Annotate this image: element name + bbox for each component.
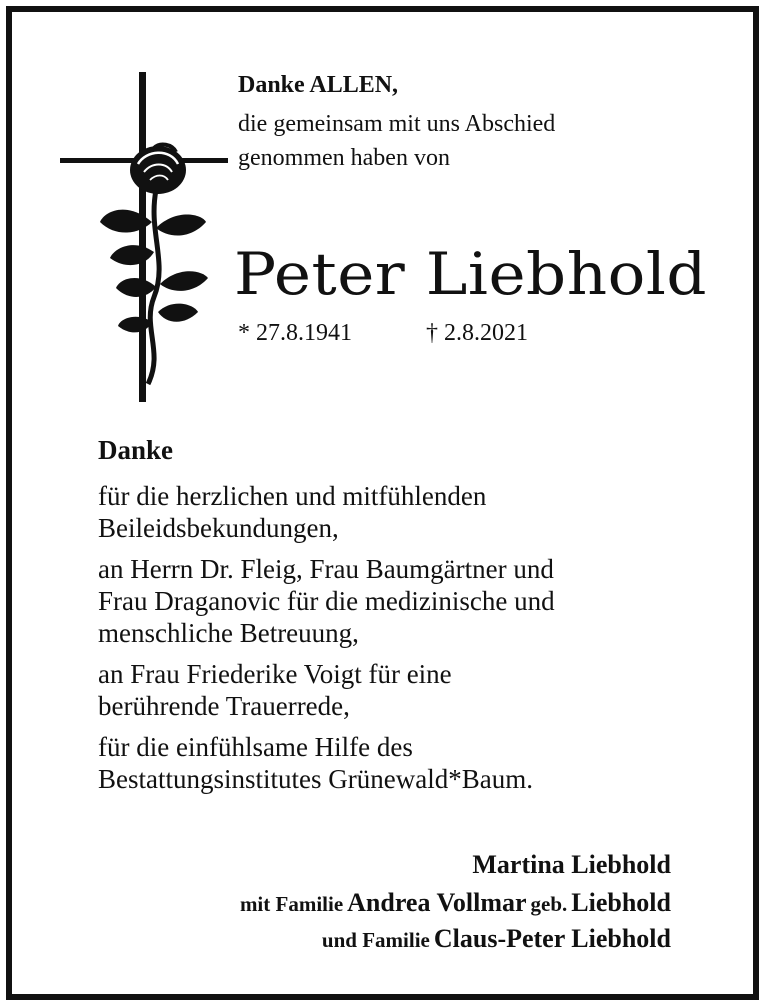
thanks-heading: Danke	[98, 435, 174, 465]
signature-maiden-marker: geb.	[530, 892, 568, 916]
signature-line-3	[322, 924, 671, 954]
signature-name: Andrea Vollmar	[347, 888, 527, 917]
header-line: die gemeinsam mit uns Abschied	[238, 111, 556, 137]
death-date: † 2.8.2021	[426, 320, 528, 346]
text-line: für die einfühlsame Hilfe des	[98, 732, 413, 762]
text-line: für die herzlichen und mitfühlenden	[98, 481, 487, 511]
deceased-name: Peter Liebhold	[234, 240, 708, 308]
text-line: Frau Draganovic für die medizinische und	[98, 586, 555, 616]
thanks-paragraph	[98, 553, 555, 649]
signature-line-2	[240, 888, 671, 918]
thanks-paragraph	[98, 658, 555, 722]
thanks-paragraph	[98, 731, 555, 795]
text-line: Bestattungsinstitutes Grünewald*Baum.	[98, 764, 533, 794]
header-line: genommen haben von	[238, 145, 450, 171]
header-intro	[238, 107, 555, 175]
signature-prefix: und Familie	[321, 928, 430, 952]
text-line: berührende Trauerrede,	[98, 691, 350, 721]
signature-name: Claus-Peter Liebhold	[433, 924, 671, 953]
signature-prefix: mit Familie	[239, 892, 344, 916]
thanks-body	[98, 480, 555, 804]
cross-with-rose-icon	[56, 72, 236, 402]
text-line: menschliche Betreuung,	[98, 618, 359, 648]
thanks-paragraph	[98, 480, 555, 544]
obituary-notice	[6, 6, 759, 1000]
header-title: Danke ALLEN,	[238, 72, 399, 98]
text-line: Beileidsbekundungen,	[98, 513, 339, 543]
text-line: an Frau Friederike Voigt für eine	[98, 659, 452, 689]
birth-date: * 27.8.1941	[238, 320, 352, 346]
text-line: an Herrn Dr. Fleig, Frau Baumgärtner und	[98, 554, 554, 584]
signature-surname: Liebhold	[571, 888, 671, 917]
signature-line-1: Martina Liebhold	[472, 850, 671, 879]
